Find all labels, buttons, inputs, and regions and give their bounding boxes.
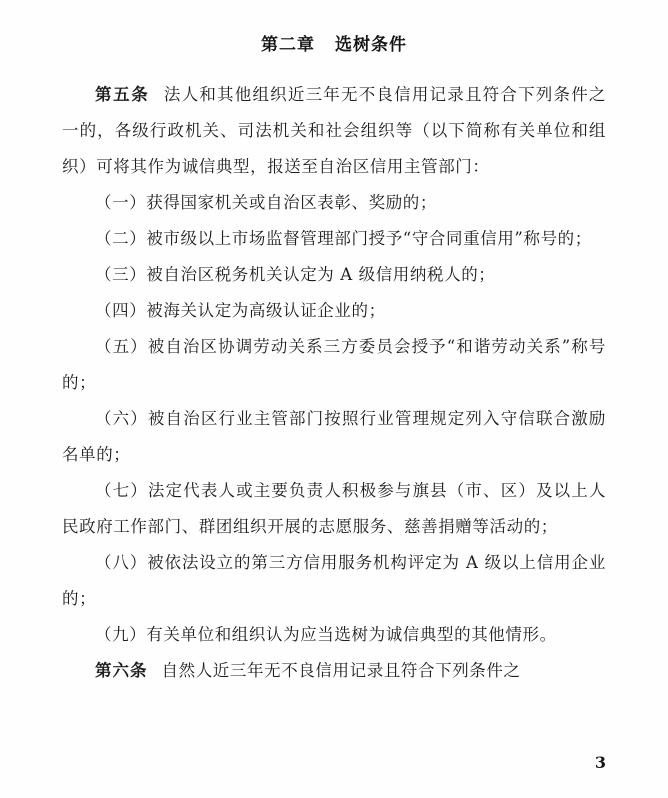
- list-item: （二）被市级以上市场监督管理部门授予“守合同重信用”称号的；: [95, 229, 592, 248]
- list-item: （三）被自治区税务机关认定为 A 级信用纳税人的；: [95, 265, 496, 284]
- list-item: （九）有关单位和组织认为应当选树为诚信典型的其他情形。: [95, 625, 557, 644]
- list-item: （四）被海关认定为高级认证企业的；: [95, 301, 386, 320]
- list-item: （一）获得国家机关或自治区表彰、奖励的；: [95, 193, 437, 212]
- chapter-number: 第二章: [261, 35, 315, 55]
- list-item: （五）被自治区协调劳动关系三方委员会授予“和谐劳动关系”称号的；: [62, 337, 606, 392]
- list-item: （六）被自治区行业主管部门按照行业管理规定列入守信联合激励名单的；: [62, 409, 606, 464]
- list-item: （七）法定代表人或主要负责人积极参与旗县（市、区）及以上人民政府工作部门、群团组织开展的志愿服务、慈善捐赠等活动的；: [62, 481, 606, 536]
- article-six-paragraph: [62, 653, 606, 689]
- article-six-text: 自然人近三年无不良信用记录且符合下列条件之: [161, 661, 521, 680]
- article-five-paragraph: [62, 77, 606, 185]
- chapter-heading: [62, 30, 606, 55]
- article-five-text: 法人和其他组织近三年无不良信用记录且符合下列条件之一的，各级行政机关、司法机关和社会组织等（以下简称有关单位和组织）可将其作为诚信典型，报送至自治区信用主管部门：: [62, 85, 607, 176]
- article-six-label: 第六条: [95, 661, 148, 680]
- page-number: 3: [594, 753, 606, 772]
- list-item: （八）被依法设立的第三方信用服务机构评定为 A 级以上信用企业的；: [62, 553, 606, 608]
- chapter-title-text: 选树条件: [335, 35, 407, 55]
- article-five-label: 第五条: [95, 85, 150, 104]
